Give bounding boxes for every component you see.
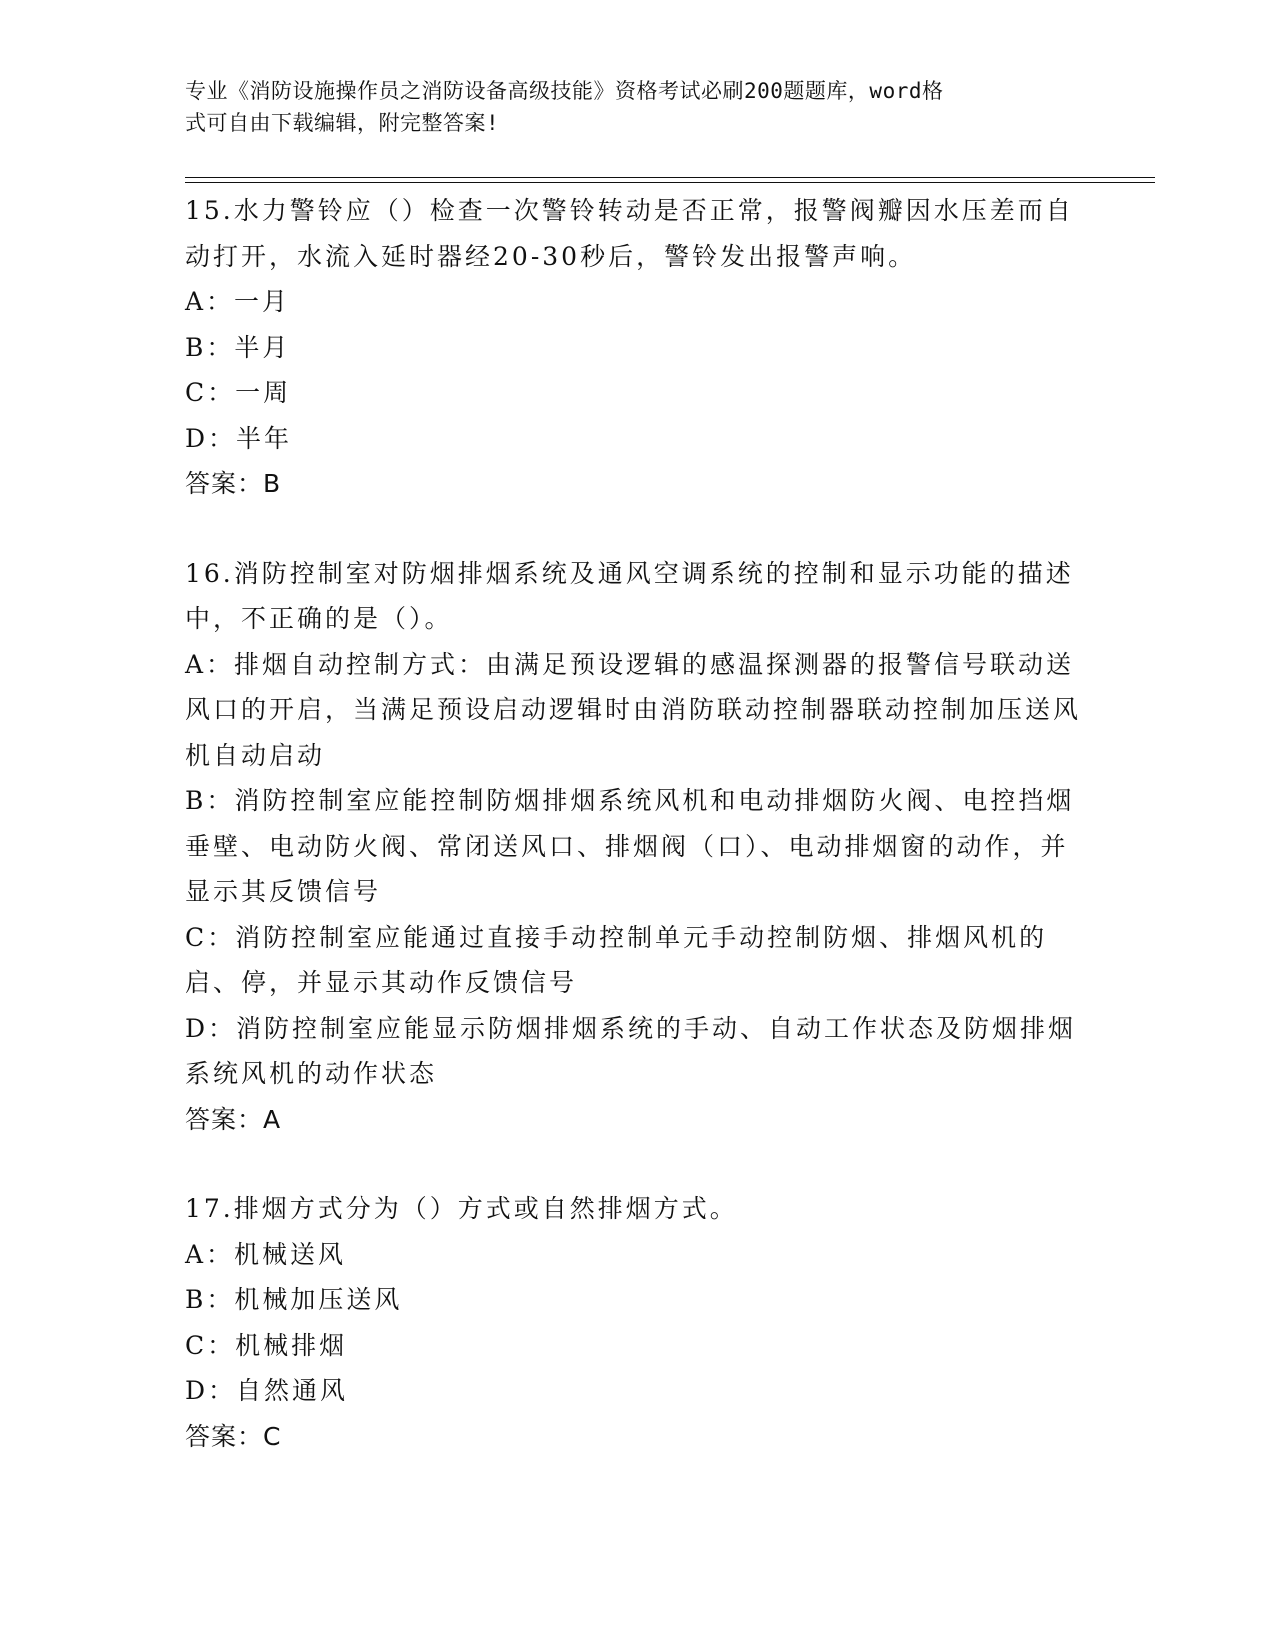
question-17 — [185, 1186, 1085, 1459]
document-header — [185, 75, 1065, 139]
option-c: C：一周 — [185, 378, 292, 407]
option-b: B：机械加压送风 — [185, 1285, 403, 1314]
question-15 — [185, 188, 1085, 507]
question-stem: 15.水力警铃应（）检查一次警铃转动是否正常，报警阀瓣因水压差而自动打开，水流入延时器经20-30秒后，警铃发出报警声响。 — [185, 196, 1074, 271]
header-line-1: 专业《消防设施操作员之消防设备高级技能》资格考试必刷200题题库，word格 — [185, 79, 944, 103]
header-line-2: 式可自由下载编辑，附完整答案! — [185, 111, 500, 135]
question-list — [185, 188, 1085, 1503]
question-16 — [185, 551, 1085, 1143]
option-d: D：半年 — [185, 423, 293, 453]
answer: 答案：B — [185, 469, 282, 498]
option-c: C：消防控制室应能通过直接手动控制单元手动控制防烟、排烟风机的启、停，并显示其动作反馈信号 — [185, 922, 1048, 997]
option-a: A：排烟自动控制方式：由满足预设逻辑的感温探测器的报警信号联动送风口的开启，当满足预设启动逻辑时由消防联动控制器联动控制加压送风机自动启动 — [185, 649, 1082, 770]
option-d: D：消防控制室应能显示防烟排烟系统的手动、自动工作状态及防烟排烟系统风机的动作状态 — [185, 1013, 1077, 1088]
option-c: C：机械排烟 — [185, 1330, 348, 1360]
option-a: A：一月 — [185, 287, 291, 316]
answer: 答案：A — [185, 1104, 282, 1134]
question-stem: 16.消防控制室对防烟排烟系统及通风空调系统的控制和显示功能的描述中，不正确的是（）。 — [185, 558, 1074, 633]
option-b: B：消防控制室应能控制防烟排烟系统风机和电动排烟防火阀、电控挡烟垂壁、电动防火阀、常闭送风口、排烟阀（口）、电动排烟窗的动作，并显示其反馈信号 — [185, 786, 1075, 906]
header-divider — [185, 177, 1155, 183]
question-stem: 17.排烟方式分为（）方式或自然排烟方式。 — [185, 1194, 738, 1223]
option-b: B：半月 — [185, 332, 291, 362]
option-a: A：机械送风 — [185, 1239, 347, 1269]
option-d: D：自然通风 — [185, 1376, 349, 1405]
document-page — [185, 0, 1155, 1650]
answer: 答案：C — [185, 1421, 282, 1451]
